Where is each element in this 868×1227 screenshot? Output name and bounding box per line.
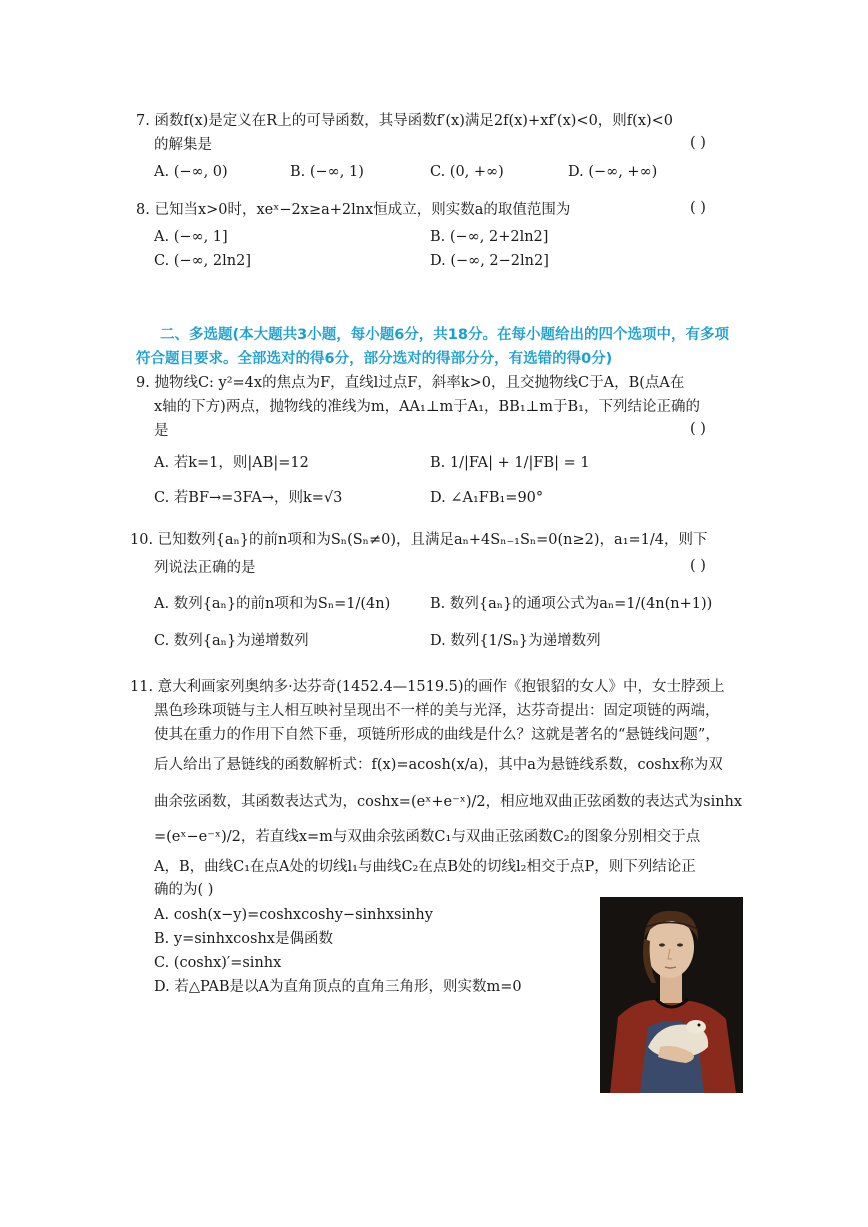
q11-option-c: C. (coshx)′=sinhx bbox=[154, 955, 282, 971]
q9-stem-line1: 9. 抛物线C: y²=4x的焦点为F，直线l过点F，斜率k>0，且交抛物线C于A，B(点A在 bbox=[136, 375, 685, 391]
q11-stem-line8: 确的为( ) bbox=[154, 882, 214, 898]
q7-option-b: B. (−∞, 1) bbox=[290, 164, 364, 180]
q11-stem-line6: =(eˣ−e⁻ˣ)/2，若直线x=m与双曲余弦函数C₁与双曲正弦函数C₂的图象分别相交于点 bbox=[154, 829, 701, 845]
lady-with-ermine-painting bbox=[600, 897, 743, 1093]
q7-stem-line2: 的解集是 bbox=[154, 137, 212, 153]
q11-stem-line2: 黑色珍珠项链与主人相互映衬呈现出不一样的美与光泽，达芬奇提出：固定项链的两端， bbox=[154, 703, 720, 719]
q9-answer-paren: ( ) bbox=[690, 421, 706, 437]
q8-option-a: A. (−∞, 1] bbox=[154, 229, 228, 245]
q10-option-d: D. 数列{1/Sₙ}为递增数列 bbox=[430, 633, 601, 649]
q9-option-c: C. 若BF→=3FA→，则k=√3 bbox=[154, 490, 343, 506]
q11-stem-line7: A，B，曲线C₁在点A处的切线l₁与曲线C₂在点B处的切线l₂相交于点P，则下列结论正 bbox=[154, 859, 696, 875]
q9-stem-line2: x轴的下方)两点，抛物线的准线为m，AA₁⊥m于A₁，BB₁⊥m于B₁，下列结论正确的 bbox=[154, 399, 700, 415]
q9-option-d: D. ∠A₁FB₁=90° bbox=[430, 490, 544, 506]
q8-option-d: D. (−∞, 2−2ln2] bbox=[430, 253, 549, 269]
q7-option-a: A. (−∞, 0) bbox=[154, 164, 228, 180]
q10-option-a: A. 数列{aₙ}的前n项和为Sₙ=1/(4n) bbox=[154, 596, 391, 612]
q11-option-a: A. cosh(x−y)=coshxcoshy−sinhxsinhy bbox=[154, 907, 433, 923]
q11-stem-line4: 后人给出了悬链线的函数解析式：f(x)=acosh(x/a)，其中a为悬链线系数，coshx称为双 bbox=[154, 757, 723, 773]
q10-option-c: C. 数列{aₙ}为递增数列 bbox=[154, 633, 309, 649]
q11-option-b: B. y=sinhxcoshx是偶函数 bbox=[154, 931, 333, 947]
q11-stem-line3: 使其在重力的作用下自然下垂，项链所形成的曲线是什么？这就是著名的“悬链线问题”， bbox=[154, 727, 720, 743]
section2-heading-line2: 符合题目要求。全部选对的得6分，部分选对的得部分分，有选错的得0分) bbox=[136, 351, 613, 367]
q7-stem-line1: 7. 函数f(x)是定义在R上的可导函数，其导函数f′(x)满足2f(x)+xf′(x)<0，则f(x)<0 bbox=[136, 113, 674, 129]
q8-option-c: C. (−∞, 2ln2] bbox=[154, 253, 251, 269]
q11-stem-line5: 曲余弦函数，其函数表达式为，coshx=(eˣ+e⁻ˣ)/2，相应地双曲正弦函数的表达式为sinhx bbox=[154, 794, 743, 810]
q7-option-c: C. (0, +∞) bbox=[430, 164, 504, 180]
q10-option-b: B. 数列{aₙ}的通项公式为aₙ=1/(4n(n+1)) bbox=[430, 596, 713, 612]
q10-stem-line1: 10. 已知数列{aₙ}的前n项和为Sₙ(Sₙ≠0)，且满足aₙ+4Sₙ₋₁Sₙ=0(n≥2)，a₁=1/4，则下 bbox=[130, 532, 708, 548]
q11-option-d: D. 若△PAB是以A为直角顶点的直角三角形，则实数m=0 bbox=[154, 979, 522, 995]
q9-stem-line3: 是 bbox=[154, 423, 169, 439]
q7-answer-paren: ( ) bbox=[690, 135, 706, 151]
q10-answer-paren: ( ) bbox=[690, 558, 706, 574]
q11-stem-line1: 11. 意大利画家列奥纳多·达芬奇(1452.4—1519.5)的画作《抱银貂的女人》中，女士脖颈上 bbox=[130, 679, 725, 695]
section2-heading-line1: 二、多选题(本大题共3小题，每小题6分，共18分。在每小题给出的四个选项中，有多项 bbox=[160, 327, 729, 343]
q9-option-a: A. 若k=1，则|AB|=12 bbox=[154, 455, 309, 471]
q7-option-d: D. (−∞, +∞) bbox=[568, 164, 658, 180]
q9-option-b: B. 1/|FA| + 1/|FB| = 1 bbox=[430, 455, 590, 471]
q8-stem-line1: 8. 已知当x>0时，xeˣ−2x≥a+2lnx恒成立，则实数a的取值范围为 bbox=[136, 202, 571, 218]
q8-answer-paren: ( ) bbox=[690, 200, 706, 216]
q8-option-b: B. (−∞, 2+2ln2] bbox=[430, 229, 549, 245]
q10-stem-line2: 列说法正确的是 bbox=[154, 560, 256, 576]
